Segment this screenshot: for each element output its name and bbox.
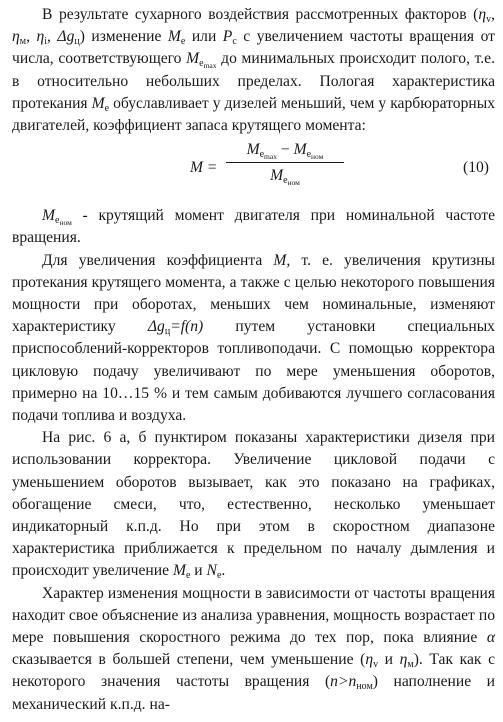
formula-denominator: $M_{e_{ном}}$ <box>270 167 300 188</box>
paragraph-2: $M_{e_{ном}}$ - крутящий момент двигателя при номинальной частоте вращения. <box>12 207 495 247</box>
paragraph-3: Для увеличения коэффициента M, т. е. увеличения крутизны протекания крутящего момента, а также с целью некоторого повышения мощности при оборотах, меньших чем номинальные, изменяют характеристику $\Delta g_ц=f(n)$ путем установки специальных приспособлений-корректоров топливоподачи. С помощью корректора цикловую подачу увеличивают по мере уменьшения оборотов, примерно на 10…15 % и тем самым добиваются лучшего согласования подачи топлива и воздуха. <box>12 251 495 425</box>
paragraph-5: Характер изменения мощности в зависимости от частоты вращения находит свое объяснение из анализа уравнения, мощность возрастает по мере повышения скоростного режима до тех пор, пока влияние α сказывается в большей степени, чем уменьшение ($\eta_v$ и $\eta_м$). Так как с некоторого значения частоты вращения $(n>n_{ном})$ наполнение и механический к.п.д. на- <box>12 584 495 713</box>
fraction-bar <box>226 162 344 163</box>
formula-lhs: M = <box>190 159 218 177</box>
paragraph-4: На рис. 6 а, б пунктиром показаны характеристики дизеля при использовании корректора. Увеличение цикловой подачи с уменьшением оборотов вызывает, как это показано на графиках, обогащение смеси, что, естественно, несколько уменьшает индикаторный к.п.д. Но при этом в скоростном диапазоне характеристика приближается к предельном по началу дымления и происходит увеличение $M_e$ и $N_e$. <box>12 429 495 582</box>
formula-10 <box>12 139 495 199</box>
formula-numerator: $M_{e_{max}} - M_{e_{ном}}$ <box>246 141 324 162</box>
equation-number: (10) <box>463 159 489 177</box>
paragraph-1: В результате сухарного воздействия рассмотренных факторов ($\eta_v$, $\eta_м$, $\eta_i$, $\Delta g_ц$) изменение $M_e$ или $P_c$ с увеличением частоты вращения от числа, соответствующего $M_{e_{max}}$ до минимальных происходит полого, т.е. в относительно небольших пределах. Пологая характеристика протекания $M_e$ обуславливает у дизелей меньший, чем у карбюраторных двигателей, коэффициент запаса крутящего момента: <box>12 6 495 135</box>
formula-fraction <box>226 139 344 187</box>
